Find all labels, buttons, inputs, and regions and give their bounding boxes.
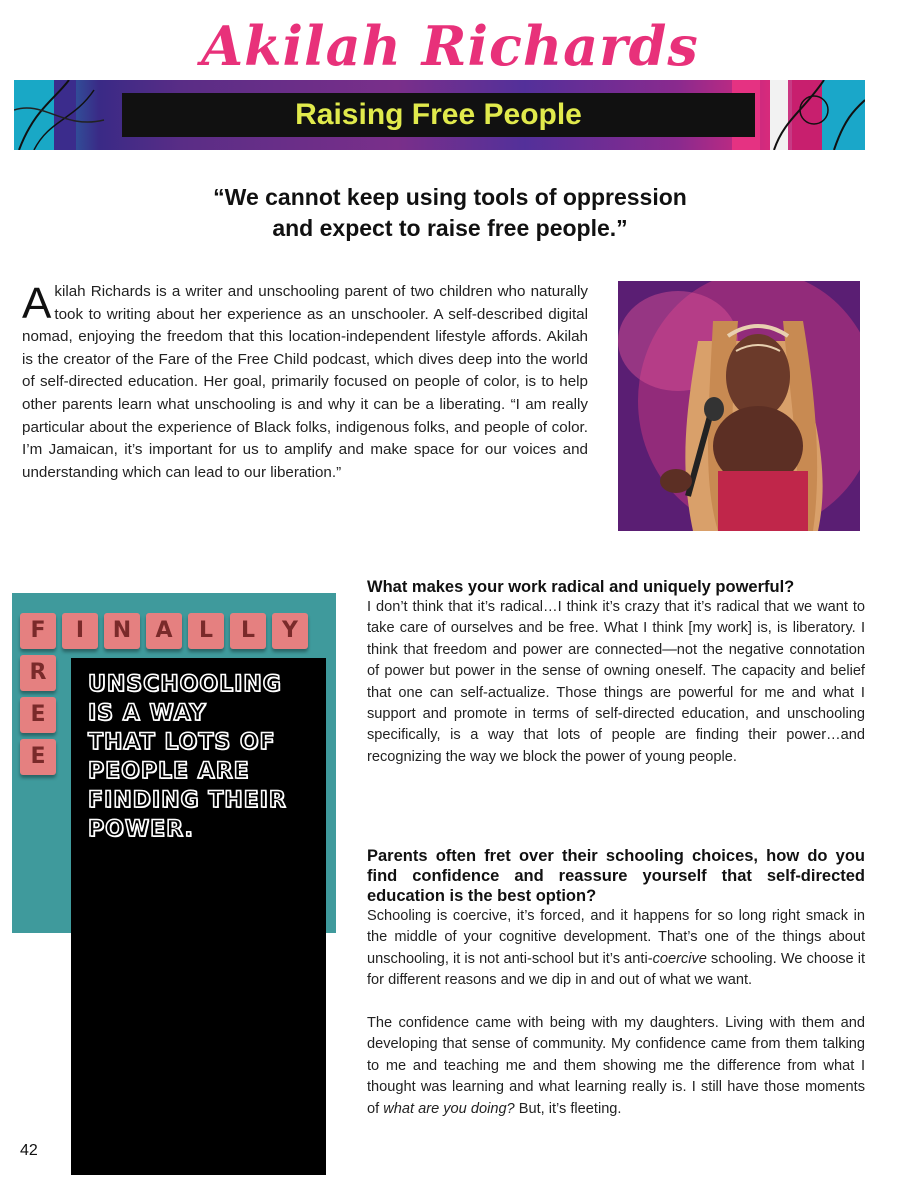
tile: Y [272, 613, 308, 649]
tile: E [20, 697, 56, 733]
pull-quote-line: IS A WAY [88, 701, 207, 726]
pull-quote [88, 670, 318, 844]
quote-line-1: “We cannot keep using tools of oppression [213, 184, 687, 210]
tile: N [104, 613, 140, 649]
pull-quote-line: UNSCHOOLING [88, 672, 282, 697]
drop-cap: A [22, 279, 52, 328]
tile: E [20, 739, 56, 775]
tile: L [188, 613, 224, 649]
question-heading: Parents often fret over their schooling choices, how do you find confidence and reassure yourself that self-directed education is the best option? [367, 847, 865, 905]
pull-quote-line: POWER. [88, 817, 194, 842]
answer-text: schooling. We choose it for different reasons and we dip in and out of what we want. [367, 950, 866, 989]
page-number: 42 [20, 1142, 38, 1159]
tile: L [230, 613, 266, 649]
answer-emphasis: coercive [652, 950, 707, 967]
tile: R [20, 655, 56, 691]
headline-quote [100, 182, 800, 244]
answer-emphasis: what are you doing? [383, 1100, 515, 1117]
tile: A [146, 613, 182, 649]
answer-paragraph-1 [367, 906, 865, 992]
intro-paragraph [22, 281, 588, 484]
answer-text: But, it’s fleeting. [514, 1100, 622, 1117]
intro-text: kilah Richards is a writer and unschooling parent of two children who naturally took to writing about her experience as an unschooler. A self-described digital nomad, enjoying the freedom that this location-independent lifestyle affords. Akilah is the creator of the Fare of the Free Child podcast, which dives deep into the world of self-directed education. Her goal, primarily focused on people of color, is to help other parents learn what unschooling is and why it can be a liberating. “I am really particular about the experience of Black folks, indigenous folks, and people of color. I’m Jamaican, it’s important for us to amplify and make space for our voices and understanding which can lead to our liberation.” [22, 283, 588, 481]
question-heading: What makes your work radical and uniquely powerful? [367, 578, 795, 596]
answer-text: The confidence came with being with my daughters. Living with them and developing that sense of community. My confidence came from them talking to me and teaching me and them showing me the difference from what I thought was learning and what learning really is. I still have those moments of [367, 1015, 865, 1117]
answer-text: Schooling is coercive, it’s forced, and it happens for so long right smack in the middle of your cognitive development. That’s one of the things about unschooling, it is not anti-school but it’s anti- [367, 908, 865, 967]
answer-text: I don’t think that it’s radical…I think it’s crazy that it’s radical that we want to take care of ourselves and be free. What I think [my work] is, is liberatory. I think that freedom and power are connected—not the negative connotation of power but power in the sense of owning oneself. The capacity and belief that one can self-actualize. Those things are powerful for me and what I support and promote in terms of self-directed education, and unschooling specifically, is a way that lots of people are finding their power…and recognizing the way we block the power of young people. [367, 599, 865, 765]
qa-section-1 [367, 577, 865, 768]
tile: I [62, 613, 98, 649]
tile: F [20, 613, 56, 649]
page-subtitle: Raising Free People [295, 98, 582, 131]
quote-line-2: and expect to raise free people.” [272, 215, 628, 241]
page-title: Akilah Richards [201, 14, 699, 78]
pull-quote-line: FINDING THEIR [88, 788, 287, 813]
qa-section-2 [367, 846, 865, 1120]
portrait-photo [618, 281, 860, 531]
subtitle-box [122, 93, 755, 137]
pull-quote-line: THAT LOTS OF [88, 730, 276, 755]
pull-quote-line: PEOPLE ARE [88, 759, 250, 784]
answer-paragraph-2 [367, 1013, 865, 1120]
pull-quote-card [71, 658, 326, 1175]
portrait-illustration [618, 281, 860, 531]
